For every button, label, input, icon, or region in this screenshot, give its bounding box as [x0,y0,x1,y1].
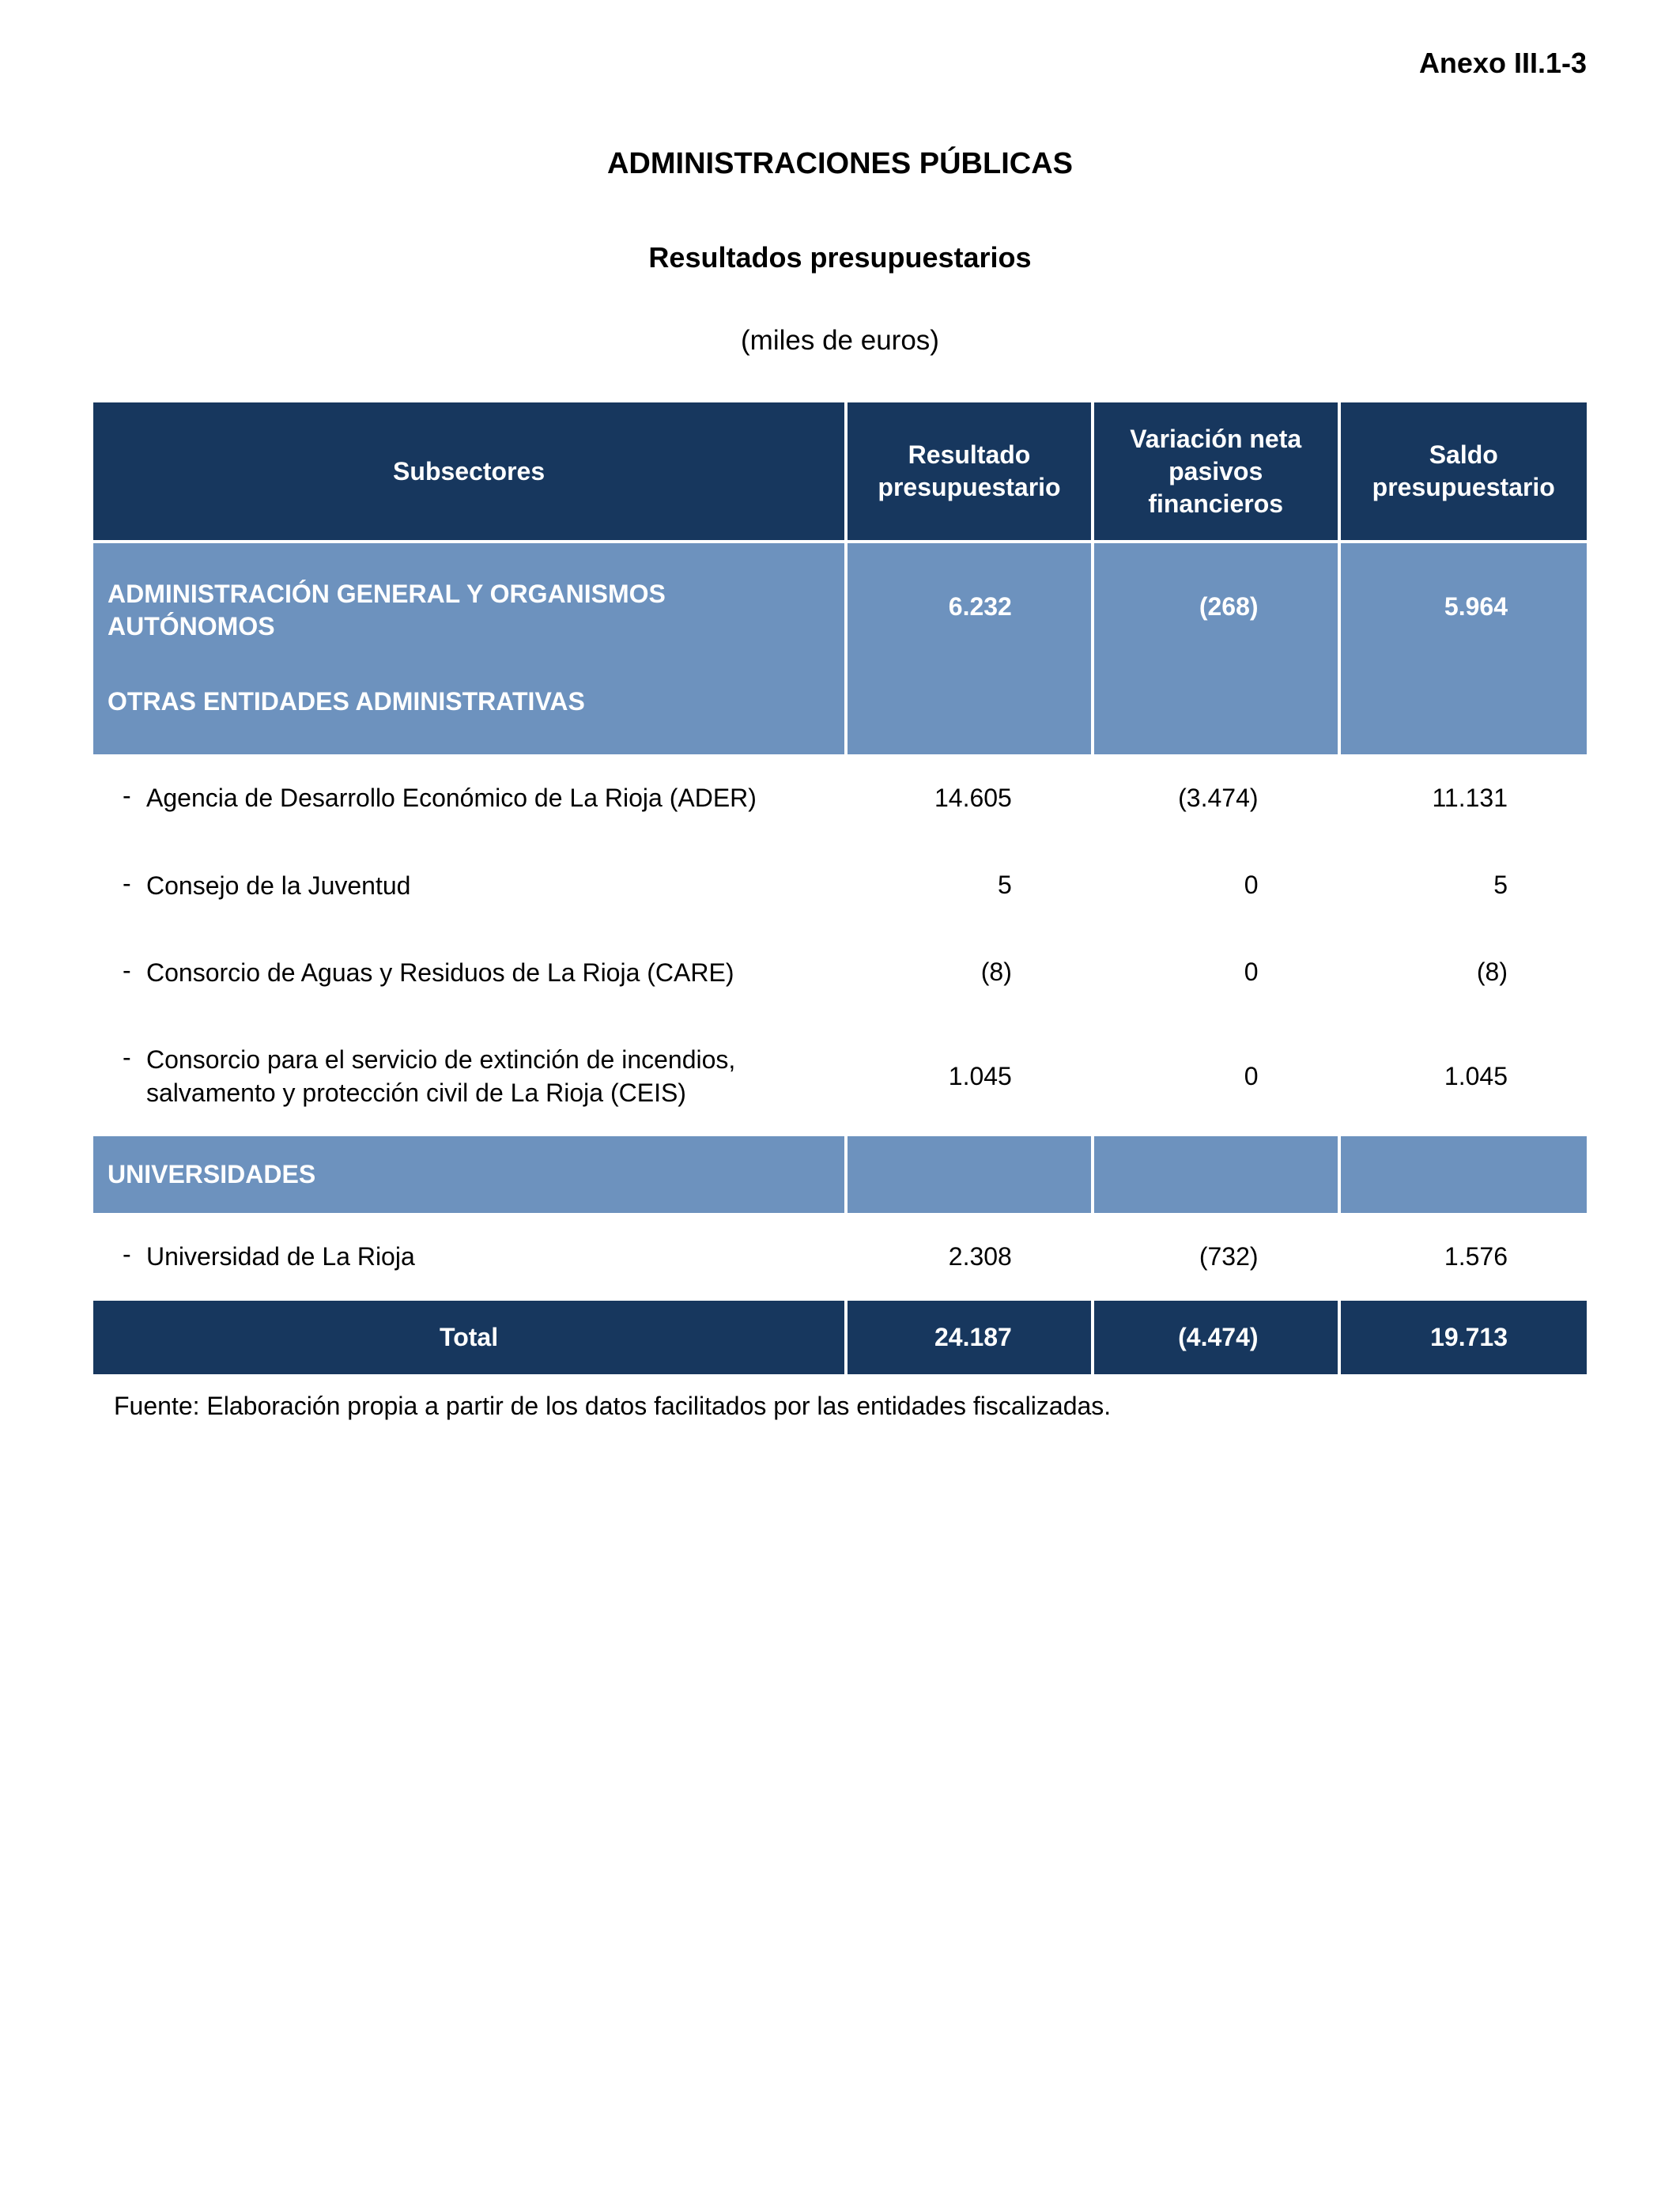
variacion-cell [1091,1136,1338,1213]
saldo-cell: (8) [1338,929,1587,1016]
variacion-cell: 0 [1091,929,1338,1016]
item-label-text: Agencia de Desarrollo Económico de La Rioja (ADER) [146,784,757,813]
resultado-cell: 24.187 [844,1301,1091,1374]
list-dash: - [123,781,131,810]
resultado-cell: 2.308 [844,1213,1091,1300]
resultado-cell: 5 [844,842,1091,929]
resultado-cell: (8) [844,929,1091,1016]
units-note: (miles de euros) [741,324,939,356]
item-row-care [93,929,1587,1016]
subsector-cell [93,754,844,841]
list-dash: - [123,868,131,897]
total-label-cell: Total [93,1301,844,1374]
subsector-cell [93,1213,844,1300]
resultado-cell: 6.232 [844,543,1091,754]
subsector-cell [93,929,844,1016]
resultado-cell [844,1136,1091,1213]
list-dash: - [123,1240,131,1269]
variacion-cell: (3.474) [1091,754,1338,841]
variacion-cell: 0 [1091,1016,1338,1136]
column-header-resultado: Resultado presupuestario [844,402,1091,544]
total-row [93,1301,1587,1374]
item-row-consejo-juventud [93,842,1587,929]
column-header-variacion: Variación neta pasivos financieros [1091,402,1338,544]
saldo-cell: 1.576 [1338,1213,1587,1300]
saldo-cell: 1.045 [1338,1016,1587,1136]
variacion-cell: (4.474) [1091,1301,1338,1374]
item-row-ceis [93,1016,1587,1136]
list-dash: - [123,1043,131,1072]
item-label-text: Consejo de la Juventud [146,871,411,900]
item-label-text: Consorcio para el servicio de extinción de incendios, salvamento y protección civil de La Rioja (CEIS) [146,1045,736,1108]
variacion-cell: (268) [1091,543,1338,754]
section-row-administracion-general [93,543,1587,754]
subsector-cell [93,842,844,929]
document-title: ADMINISTRACIONES PÚBLICAS [606,146,1074,180]
section-title-universidades: UNIVERSIDADES [108,1160,316,1189]
item-row-ader [93,754,1587,841]
saldo-cell: 5 [1338,842,1587,929]
table-header-row [93,402,1587,544]
resultado-cell: 1.045 [844,1016,1091,1136]
subsector-cell [93,1136,844,1213]
saldo-cell: 19.713 [1338,1301,1587,1374]
annex-label: Anexo III.1-3 [1418,47,1587,79]
section-title-otras-entidades: OTRAS ENTIDADES ADMINISTRATIVAS [108,687,585,716]
saldo-cell [1338,1136,1587,1213]
variacion-cell: (732) [1091,1213,1338,1300]
document-subtitle: Resultados presupuestarios [648,240,1032,274]
item-label-text: Consorcio de Aguas y Residuos de La Rioja (CARE) [146,958,734,987]
list-dash: - [123,955,131,984]
section-row-universidades [93,1136,1587,1213]
saldo-cell: 11.131 [1338,754,1587,841]
source-note: Fuente: Elaboración propia a partir de los datos facilitados por las entidades fiscalizadas. [114,1391,1112,1420]
column-header-saldo: Saldo presupuestario [1338,402,1587,544]
saldo-cell: 5.964 [1338,543,1587,754]
section-title-administracion-general: ADMINISTRACIÓN GENERAL Y ORGANISMOS AUTÓNOMOS [108,580,666,641]
budget-results-table [93,402,1587,1374]
column-header-subsectores: Subsectores [93,402,844,544]
item-label-text: Universidad de La Rioja [146,1242,415,1271]
item-row-universidad-la-rioja [93,1213,1587,1300]
resultado-cell: 14.605 [844,754,1091,841]
subsector-cell [93,543,844,754]
subsector-cell [93,1016,844,1136]
variacion-cell: 0 [1091,842,1338,929]
